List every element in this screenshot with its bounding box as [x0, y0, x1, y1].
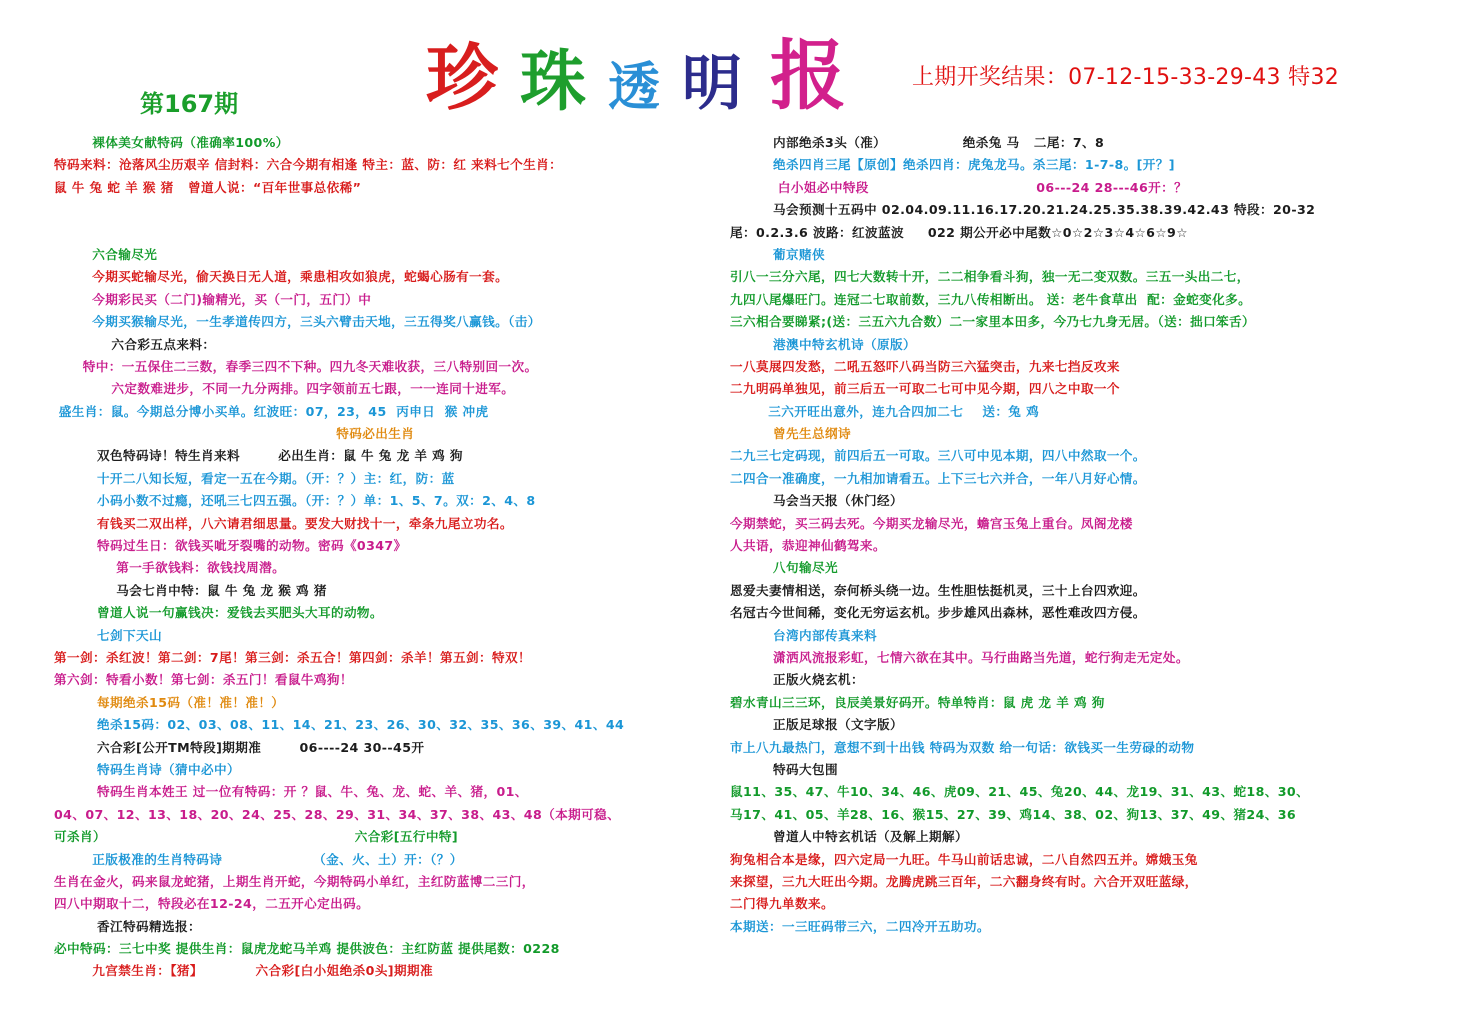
text-line: 来探望，三九大旺出今期。龙腾虎跳三百年，二六翻身终有时。六合开双旺蓝绿，	[730, 873, 1198, 889]
text-line: 九宫禁生肖：【猪】 六合彩[白小姐绝杀0头]期期准	[54, 963, 433, 979]
text-line: 潇洒风流报彩虹，七情六欲在其中。马行曲路当先道，蛇行狗走无定处。	[730, 649, 1189, 665]
text-line: 盛生肖：鼠。今期总分博小买单。红波旺：07，23，45 丙申日 猴 冲虎	[54, 403, 489, 419]
text-line: 葡京赌侠	[730, 246, 826, 262]
text-line: 港澳中特玄机诗（原版）	[730, 336, 916, 352]
text-line: 二四合一准确度，一九相加请看五。上下三七六并合，一年八月好心情。	[730, 470, 1146, 486]
last-draw-result: 上期开奖结果：07-12-15-33-29-43 特32	[912, 65, 1340, 90]
text-line: 第一手欲钱料：欲钱找周潜。	[54, 560, 286, 576]
text-line: 马会七肖中特：鼠 牛 兔 龙 猴 鸡 猪	[54, 582, 327, 598]
text-line: 引八一三分六尾，四七大数转十开，二二相争看斗狗，独一无二变双数。三五一头出二七，	[730, 269, 1250, 285]
text-line: 可杀肖） 六合彩[五行中特]	[54, 829, 459, 845]
text-line: 四八中期取十二，特段必在12-24，二五开心定出码。	[54, 896, 370, 912]
text-line: 裸体美女献特码（准确率100%）	[54, 135, 289, 150]
text-line: 今期买猴输尽光，一生孝道传四方，三头六臂击天地，三五得奖八赢钱。（击）	[54, 314, 541, 330]
text-line: 正版火烧玄机：	[730, 672, 865, 688]
text-line: 生肖在金火，码来鼠龙蛇猪，上期生肖开蛇，今期特码小单红，主红防蓝博二三门，	[54, 873, 535, 889]
text-line: 必中特码：三七中奖 提供生肖：鼠虎龙蛇马羊鸡 提供波色：主红防蓝 提供尾数：0228	[54, 941, 560, 957]
masthead-char: 报	[770, 31, 847, 120]
text-line: 马会预测十五码中 02.04.09.11.16.17.20.21.24.25.35.38.39.42.43 特段：20-32	[730, 202, 1316, 218]
text-line: 特码大包围	[730, 761, 839, 777]
text-line: 三六开旺出意外，连九合四加二七 送：兔 鸡	[730, 403, 1040, 419]
text-line: 市上八九最热门，意想不到十出钱 特码为双数 给一句话：欲钱买一生劳碌的动物	[730, 739, 1195, 755]
text-line: 一八莫展四发愁，二吼五怒吓八码当防三六猛突击，九来七挡反攻来	[730, 358, 1120, 374]
text-line: 第一剑：杀红波！第二剑：7尾！第三剑：杀五合！第四剑：杀羊！第五剑：特双！	[54, 649, 531, 665]
text-line	[54, 222, 694, 244]
text-line: 马会当天报（休门经）	[730, 493, 903, 509]
issue-number: 第167期	[140, 90, 239, 118]
text-line: 内部绝杀3头（准） 绝杀兔 马 二尾：7、8	[730, 135, 1105, 150]
text-line: 今期买蛇输尽光，偷天换日无人道，乘患相攻如狼虎，蛇蝎心肠有一套。	[54, 269, 509, 285]
text-line: 六合彩五点来料：	[54, 336, 216, 352]
text-line: 十开二八知长短，看定一五在今期。（开：？）主：红，防：蓝	[54, 470, 455, 486]
text-line: 双色特码诗！特生肖来料 必出生肖：鼠 牛 兔 龙 羊 鸡 狗	[54, 448, 463, 464]
masthead-char: 珠	[520, 42, 587, 120]
text-line: 第六剑：特看小数！第七剑：杀五门！看鼠牛鸡狗！	[54, 672, 353, 688]
text-line: 八句输尽光	[730, 560, 839, 576]
text-line: 名冠古今世间稀，变化无穷运玄机。步步雄风出森林，恶性难改四方侵。	[730, 605, 1146, 621]
text-line: 九四八尾爆旺门。连冠二七取前数，三九八传相断出。 送：老牛食草出 配：金蛇变化多。	[730, 291, 1252, 307]
text-line: 小码小数不过瘾，还吼三七四五强。（开：？）单：1、5、7。双：2、4、8	[54, 493, 536, 509]
text-line: 特码来料：沧落风尘历艰辛 信封料：六合今期有相逢 特主：蓝、防：红 来料七个生肖：	[54, 157, 563, 173]
text-line: 二九明码单独见，前三后五一可取二七可中见今期，四八之中取一个	[730, 381, 1120, 397]
text-line: 鼠 牛 兔 蛇 羊 猴 猪 曾道人说：“百年世事总依稀”	[54, 179, 362, 195]
masthead-title	[426, 31, 847, 120]
text-line: 特码必出生肖	[54, 426, 415, 442]
text-line: 曾道人说一句赢钱决：爱钱去买肥头大耳的动物。	[54, 605, 383, 621]
text-line: 特码生肖诗（猜中必中）	[54, 761, 240, 777]
text-line: 曾道人中特玄机话（及解上期解）	[730, 829, 968, 845]
text-line: 六合输尽光	[54, 246, 158, 262]
text-line: 碧水青山三三环，良辰美景好码开。特单特肖：鼠 虎 龙 羊 鸡 狗	[730, 694, 1105, 710]
masthead-char: 珍	[426, 35, 499, 120]
left-column	[54, 132, 694, 983]
text-line: 今期禁蛇，买三码去死。今期买龙输尽光，蟾宫玉兔上重台。凤阁龙楼	[730, 515, 1133, 531]
text-line: 三六相合要睇紧;(送：三五六九合数）二一家里本田多，今乃七九身无居。（送：拙口笨舌）	[730, 314, 1256, 330]
text-line: 六定数难进步，不同一九分两排。四字领前五七跟，一一连同十进军。	[54, 381, 515, 397]
text-line: 绝杀四肖三尾【原创】绝杀四肖：虎兔龙马。杀三尾：1-7-8。[开？]	[730, 157, 1175, 173]
text-line: 特中：一五保住二三数，春季三四不下种。四九冬天难收获，三八特别回一次。	[54, 358, 538, 374]
text-line: 正版极准的生肖特码诗 （金、火、土）开：（？）	[54, 851, 463, 867]
text-line: 六合彩[公开TM特段]期期准 06----24 30--45开	[54, 739, 425, 755]
text-line: 马17、41、05、羊28、16、猴15、27、39、鸡14、38、02、狗13、37、49、猪24、36	[730, 806, 1297, 822]
text-line: 台湾内部传真来料	[730, 627, 878, 643]
right-column	[730, 132, 1430, 938]
text-line: 狗兔相合本是缘，四六定局一九旺。牛马山前话忠诚，二八自然四五并。嫦娥玉兔	[730, 851, 1198, 867]
text-line: 绝杀15码：02、03、08、11、14、21、23、26、30、32、35、36、39、41、44	[54, 717, 625, 733]
text-line: 二门得九单数来。	[730, 896, 834, 912]
text-line: 恩爱夫妻情相送，奈何桥头绕一边。生性胆怯挺机灵，三十上台四欢迎。	[730, 582, 1146, 598]
masthead-char: 透	[608, 57, 661, 118]
text-line: 今期彩民买（二门)输精光，买（一门，五门）中	[54, 291, 372, 307]
text-line	[54, 199, 694, 221]
text-line: 尾：0.2.3.6 波路：红波蓝波 022 期公开必中尾数☆0☆2☆3☆4☆6☆9☆	[730, 224, 1188, 240]
text-line: 二九三七定码现，前四后五一可取。三八可中见本期，四八中然取一个。	[730, 448, 1146, 464]
text-line: 有钱买二双出样，八六请君细思量。要发大财找十一，牵条九尾立功名。	[54, 515, 513, 531]
masthead-char: 明	[682, 49, 743, 119]
text-line: 白小姐必中特段 06---24 28---46开：？	[730, 179, 1188, 195]
text-line: 特码过生日：欲钱买呲牙裂嘴的动物。密码《0347》	[54, 538, 407, 554]
text-line: 人共语，恭迎神仙鹤驾来。	[730, 538, 886, 554]
text-line: 曾先生总纲诗	[730, 426, 852, 442]
text-line: 每期绝杀15码（准！准！准！）	[54, 694, 285, 710]
text-line: 特码生肖本姓王 过一位有特码：开 ？鼠、牛、兔、龙、蛇、羊、猪，01、	[54, 784, 528, 800]
text-line: 七剑下天山	[54, 627, 163, 643]
text-line: 香江特码精选报：	[54, 918, 202, 934]
text-line: 正版足球报（文字版）	[730, 717, 903, 733]
text-line: 04、07、12、13、18、20、24、25、28、29、31、34、37、38、43、48（本期可稳、	[54, 806, 621, 822]
text-line: 本期送：一三旺码带三六，二四冷开五助功。	[730, 918, 990, 934]
text-line: 鼠11、35、47、牛10、34、46、虎09、21、45、兔20、44、龙19、31、43、蛇18、30、	[730, 784, 1310, 800]
